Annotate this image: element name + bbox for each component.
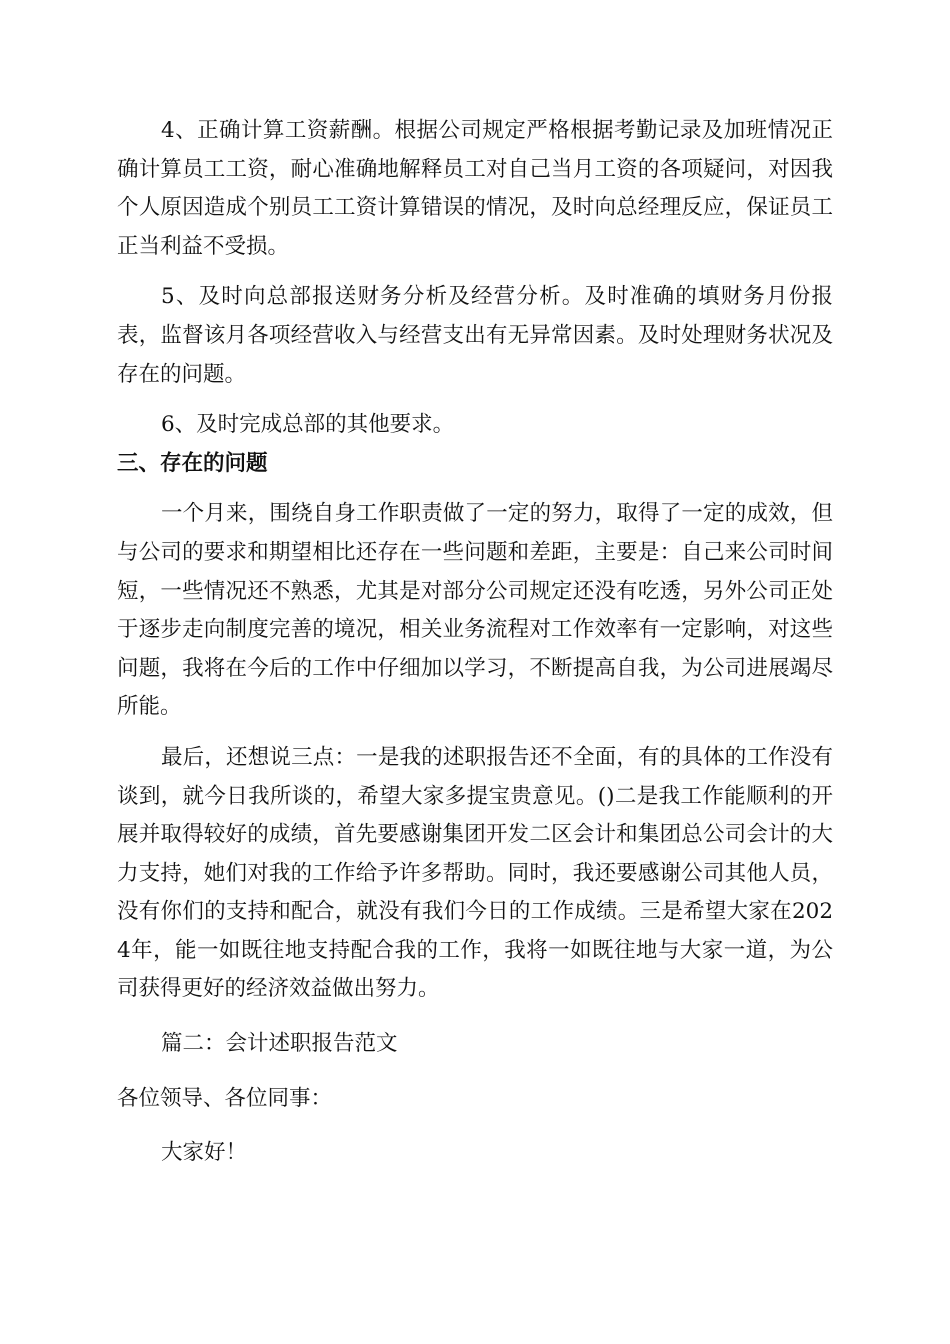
salutation: 各位领导、各位同事： bbox=[117, 1085, 333, 1111]
part-two-title: 篇二：会计述职报告范文 bbox=[161, 1031, 398, 1057]
greeting: 大家好！ bbox=[161, 1140, 248, 1166]
paragraph-item-5: 5、及时向总部报送财务分析及经营分析。及时准确的填财务月份报表，监督该月各项经营收入与经营支出有无异常因素。及时处理财务状况及存在的问题。 bbox=[117, 284, 833, 387]
paragraph-item-6: 6、及时完成总部的其他要求。 bbox=[161, 412, 455, 438]
closing-paragraph: 最后，还想说三点：一是我的述职报告还不全面，有的具体的工作没有谈到，就今日我所谈的，希望大家多提宝贵意见。()二是我工作能顺利的开展并取得较好的成绩，首先要感谢集团开发二区会计和集团总公司会计的大力支持，她们对我的工作给予许多帮助。同时，我还要感谢公司其他人员，没有你们的支持和配合，就没有我们今日的工作成绩。三是希望大家在2024年，能一如既往地支持配合我的工作，我将一如既往地与大家一道，为公司获得更好的经济效益做出努力。 bbox=[117, 744, 833, 1002]
document-page bbox=[117, 112, 833, 1173]
paragraph-item-4: 4、正确计算工资薪酬。根据公司规定严格根据考勤记录及加班情况正确计算员工工资，耐心准确地解释员工对自己当月工资的各项疑问，对因我个人原因造成个别员工工资计算错误的情况，及时向总经理反应，保证员工正当利益不受损。 bbox=[117, 118, 833, 259]
section-heading: 三、存在的问题 bbox=[117, 450, 268, 476]
problems-paragraph: 一个月来，围绕自身工作职责做了一定的努力，取得了一定的成效，但与公司的要求和期望相比还存在一些问题和差距，主要是：自己来公司时间短，一些情况还不熟悉，尤其是对部分公司规定还没有吃透，另外公司正处于逐步走向制度完善的境况，相关业务流程对工作效率有一定影响，对这些问题，我将在今后的工作中仔细加以学习，不断提高自我，为公司进展竭尽所能。 bbox=[117, 501, 833, 720]
